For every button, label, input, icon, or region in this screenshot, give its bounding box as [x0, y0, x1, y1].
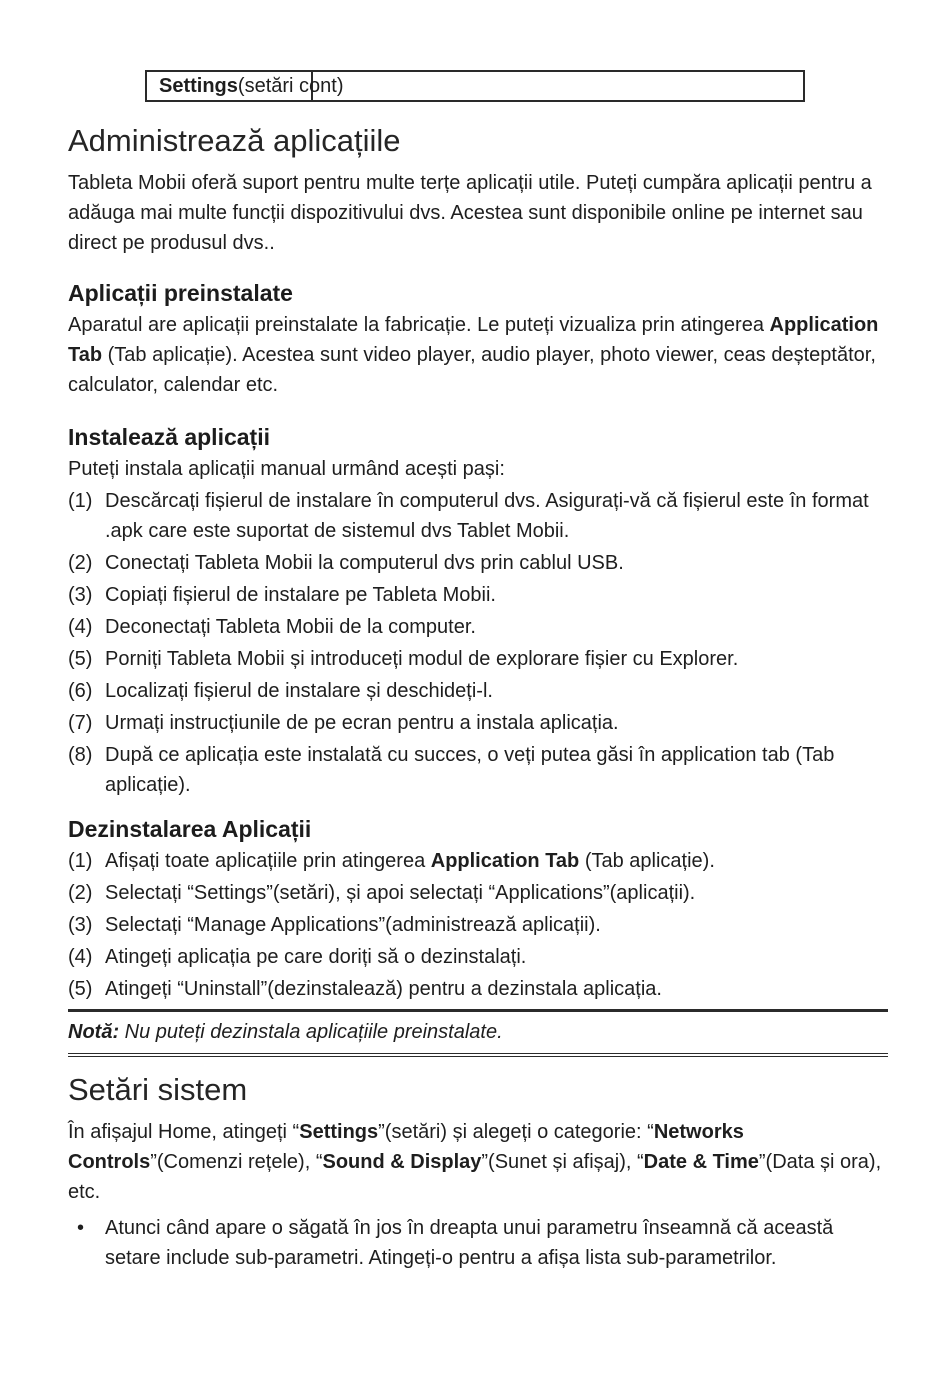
list-item-text: Atingeți “Uninstall”(dezinstalează) pentru a dezinstala aplicația.: [105, 978, 662, 1000]
header-table-cell-empty: [313, 72, 803, 100]
list-item-number: (2): [68, 882, 93, 904]
sys-bold-date-time: Date & Time: [643, 1151, 759, 1173]
list-item-text: După ce aplicația este instalată cu succes, o veți putea găsi în application tab (Tab aplicație).: [105, 744, 835, 796]
list-item-text: Porniți Tableta Mobii și introduceți modul de explorare fișier cu Explorer.: [105, 648, 739, 670]
list-item-text: Conectați Tableta Mobii la computerul dvs prin cablul USB.: [105, 552, 624, 574]
header-table-cell-settings: [147, 72, 344, 100]
install-steps-list: [68, 486, 888, 800]
settings-label-bold: Settings: [159, 74, 238, 97]
list-item-number: (4): [68, 616, 93, 638]
list-item-number: (1): [68, 850, 93, 872]
bullet-text: Atunci când apare o săgată în jos în dreapta unui parametru înseamnă că această setare include sub-parametri. Atingeți-o pentru a afișa lista sub-parametrilor.: [105, 1217, 834, 1269]
list-item-text: [105, 846, 888, 876]
uninstall-steps-list: [68, 846, 888, 1004]
sys-part0: În afișajul Home, atingeți “: [68, 1121, 300, 1143]
list-item-number: (5): [68, 978, 93, 1000]
list-item: [68, 878, 888, 908]
note-label: Notă:: [68, 1021, 120, 1043]
section-title-manage-apps: Administrează aplicațiile: [68, 123, 401, 158]
preinstalled-body-part2: (Tab aplicație). Acestea sunt video player, audio player, photo viewer, ceas deșteptător, calculator, calendar etc.: [68, 344, 876, 396]
list-item: [68, 676, 888, 706]
list-item-text: Selectați “Settings”(setări), și apoi selectați “Applications”(aplicații).: [105, 882, 696, 904]
list-item-number: (5): [68, 648, 93, 670]
list-item: [68, 740, 888, 800]
list-item: [68, 612, 888, 642]
install-intro: Puteți instala aplicații manual urmând acești pași:: [68, 458, 505, 480]
sys-bold-networks-controls: Networks Controls: [68, 1121, 744, 1173]
header-table: [145, 70, 805, 102]
uninstall-step1-bold: Application Tab: [430, 850, 580, 872]
manage-apps-intro: Tableta Mobii oferă suport pentru multe terțe aplicații utile. Puteți cumpăra aplicații pentru a adăuga mai multe funcții dispozitivului dvs. Acestea sunt disponibile online pe internet sau direct pe produsul dvs..: [68, 172, 872, 254]
sys-bold-settings: Settings: [299, 1121, 379, 1143]
list-item-text: Copiați fișierul de instalare pe Tableta Mobii.: [105, 584, 496, 606]
list-item-text: Localizați fișierul de instalare și deschideți-l.: [105, 680, 493, 702]
preinstalled-body-part1: Aparatul are aplicații preinstalate la fabricație. Le puteți vizualiza prin atingerea: [68, 314, 770, 336]
list-item-number: (3): [68, 914, 93, 936]
subsection-title-uninstall: Dezinstalarea Aplicații: [68, 816, 312, 842]
list-item-number: (7): [68, 712, 93, 734]
list-item: [68, 974, 888, 1004]
list-item: [68, 580, 888, 610]
list-item: [68, 486, 888, 546]
list-item-number: (3): [68, 584, 93, 606]
bullet-marker: •: [77, 1217, 85, 1239]
uninstall-step1-part2: (Tab aplicație).: [579, 850, 715, 872]
sys-part4: ”(Comenzi rețele), “: [150, 1151, 323, 1173]
list-item-text: Atingeți aplicația pe care doriți să o dezinstalați.: [105, 946, 527, 968]
list-item: [68, 942, 888, 972]
list-item: [68, 910, 888, 940]
list-item: [68, 644, 888, 674]
list-item-number: (4): [68, 946, 93, 968]
sys-part6: ”(Sunet și afișaj), “: [481, 1151, 644, 1173]
list-item-text: Deconectați Tableta Mobii de la computer.: [105, 616, 476, 638]
list-item: [68, 708, 888, 738]
list-item-number: (2): [68, 552, 93, 574]
settings-label-normal: (setări cont): [237, 74, 344, 97]
list-item: [68, 846, 888, 876]
bullet-item: [68, 1213, 888, 1273]
preinstalled-body: [68, 310, 888, 400]
list-item-number: (8): [68, 744, 93, 766]
sys-part8: ”(Data și ora), etc.: [68, 1151, 882, 1203]
sys-bold-sound-display: Sound & Display: [322, 1151, 482, 1173]
note-text: Nu puteți dezinstala aplicațiile preinstalate.: [119, 1021, 503, 1043]
subsection-title-preinstalled: Aplicații preinstalate: [68, 280, 293, 306]
subsection-title-install: Instalează aplicații: [68, 424, 270, 450]
list-item: [68, 548, 888, 578]
note-box: [68, 1009, 888, 1057]
section-title-system-settings: Setări sistem: [68, 1072, 248, 1107]
list-item-text: Selectați “Manage Applications”(administrează aplicații).: [105, 914, 601, 936]
uninstall-step1-part1: Afișați toate aplicațiile prin atingerea: [105, 850, 431, 872]
system-settings-body: [68, 1117, 888, 1207]
list-item-number: (1): [68, 490, 93, 512]
preinstalled-body-bold: Application Tab: [68, 314, 879, 366]
list-item-number: (6): [68, 680, 93, 702]
sys-part2: ”(setări) și alegeți o categorie: “: [378, 1121, 654, 1143]
list-item-text: Descărcați fișierul de instalare în computerul dvs. Asigurați-vă că fișierul este în format .apk care este suportat de sistemul dvs Tablet Mobii.: [105, 490, 869, 542]
list-item-text: Urmați instrucțiunile de pe ecran pentru a instala aplicația.: [105, 712, 619, 734]
